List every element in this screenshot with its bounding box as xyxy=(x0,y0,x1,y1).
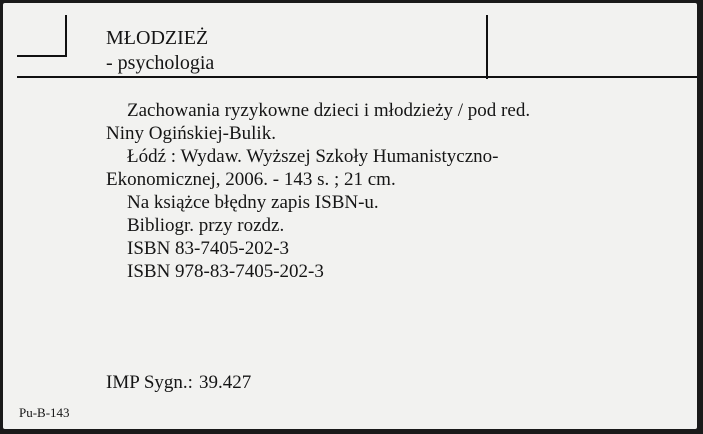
subject-heading-block xyxy=(106,26,214,76)
corner-rule-mark xyxy=(17,15,67,57)
publication-line: Łódź : Wydaw. Wyższej Szkoły Humanistyczno- xyxy=(127,146,499,167)
card-identifier: Pu-B-143 xyxy=(19,405,70,420)
call-number-label: IMP Sygn.: xyxy=(106,372,193,393)
isbn-10-line: ISBN 83-7405-202-3 xyxy=(127,238,290,259)
subject-subheading: - psychologia xyxy=(106,52,215,74)
header-rule xyxy=(17,76,697,78)
isbn-13-line: ISBN 978-83-7405-202-3 xyxy=(127,261,324,282)
title-continuation-line: Niny Ogińskiej-Bulik. xyxy=(106,123,276,144)
call-number-value: 39.427 xyxy=(198,372,252,393)
title-line: Zachowania ryzykowne dzieci i młodzieży / pod red. xyxy=(127,100,531,121)
vertical-rule xyxy=(486,15,488,79)
bibliographic-record xyxy=(106,99,686,283)
subject-heading: MŁODZIEŻ xyxy=(106,27,209,49)
call-number xyxy=(106,371,251,394)
catalog-card xyxy=(3,3,697,429)
publication-continuation-line: Ekonomicznej, 2006. - 143 s. ; 21 cm. xyxy=(106,169,396,190)
bibliography-note-line: Bibliogr. przy rozdz. xyxy=(127,215,285,236)
note-line: Na książce błędny zapis ISBN-u. xyxy=(127,192,379,213)
